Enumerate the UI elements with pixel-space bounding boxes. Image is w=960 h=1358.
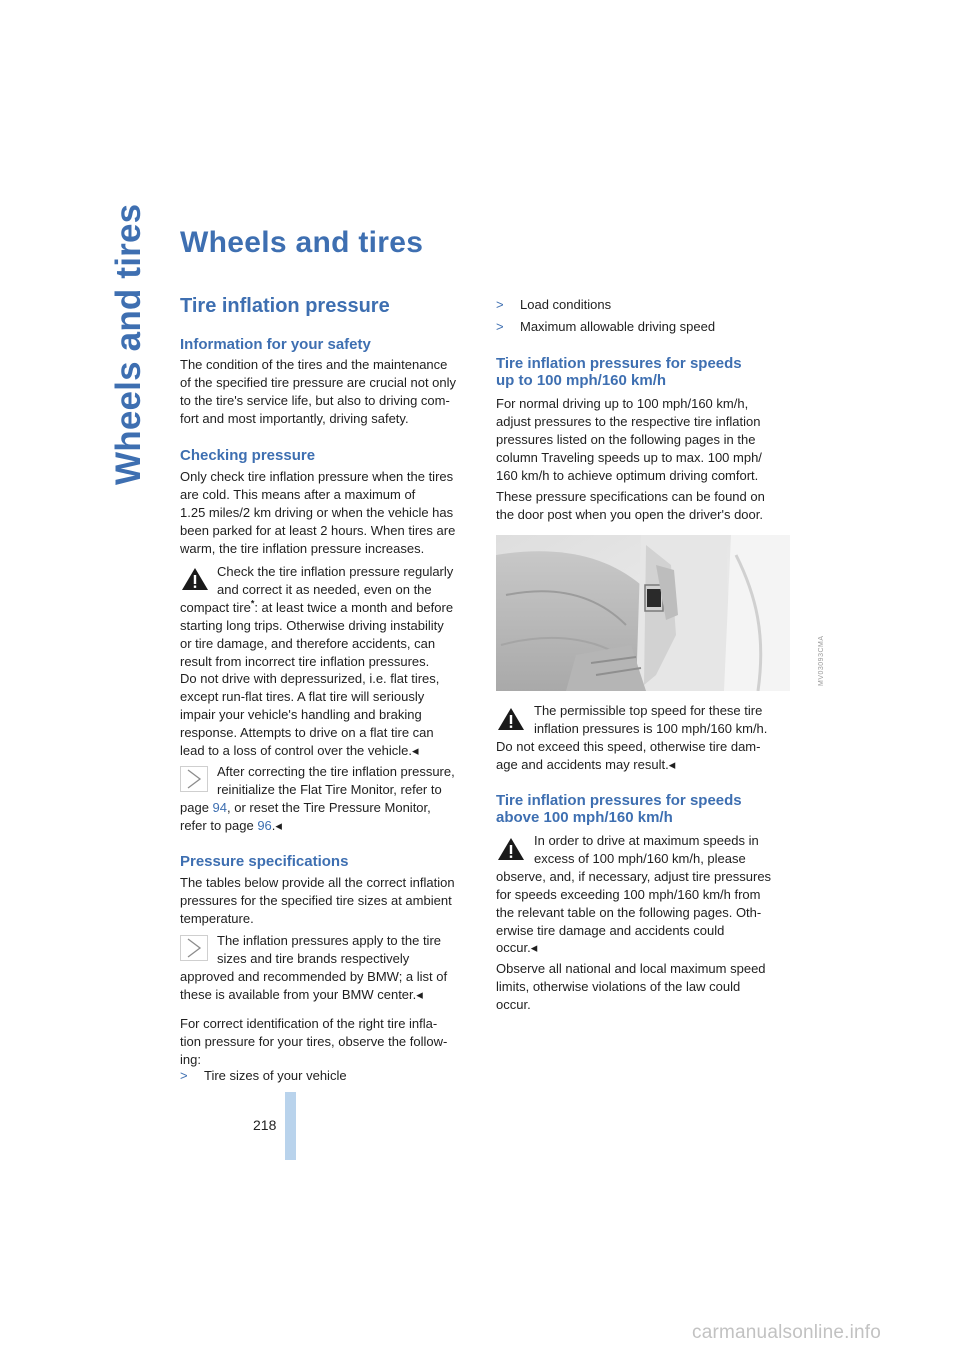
observe-paragraph: Observe all national and local maximum speed limits, otherwise violations of the law could occur. xyxy=(496,961,766,1012)
optional-equipment-star: * xyxy=(250,598,255,609)
bullet-marker: > xyxy=(180,1068,188,1083)
page-marker-bar xyxy=(285,1092,296,1160)
heading-up-to-100: Tire inflation pressures for speeds up to 100 mph/160 km/h xyxy=(496,355,742,389)
section-title: Tire inflation pressure xyxy=(180,295,390,317)
up-to-paragraph-1: For normal driving up to 100 mph/160 km/h, adjust pressures to the respective tire inflation pressures listed on the following pages in the column Traveling speeds up to max. 100 mph/ 160 km/h to achieve optimum driving comfort. xyxy=(496,396,762,483)
page-link-96[interactable]: 96 xyxy=(257,817,272,833)
heading-pressure-specifications: Pressure specifications xyxy=(180,853,349,870)
note-flat-tire-monitor: After correcting the tire inflation pressure, reinitialize the Flat Tire Monitor, refer to page 94, or reset the Tire Pressure Monitor, refer to page 96.◂ xyxy=(180,764,455,833)
side-tab xyxy=(100,203,158,485)
bullet-marker: > xyxy=(496,297,504,312)
page-link-94[interactable]: 94 xyxy=(212,799,228,815)
note-approved-tires: The inflation pressures apply to the tire sizes and tire brands respectively approved and recommended by BMW; a list of these is available from your BMW center.◂ xyxy=(180,933,448,1002)
page-number: 218 xyxy=(253,1117,277,1133)
end-marker: ◂ xyxy=(411,743,419,759)
door-post-photo xyxy=(496,535,790,691)
info-safety-paragraph: The condition of the tires and the maintenance of the specified tire pressure are crucial not only to the tire's service life, but also to driving com- fort and most importantly, driving safety. xyxy=(180,357,457,426)
specs-paragraph: The tables below provide all the correct inflation pressures for the specified tire sizes at ambient temperature. xyxy=(180,875,455,926)
side-tab-label: Wheels and tires xyxy=(109,203,148,485)
heading-above-100: Tire inflation pressures for speeds above 100 mph/160 km/h xyxy=(496,792,742,826)
checking-paragraph: Only check tire inflation pressure when the tires are cold. This means after a maximum of 1.25 miles/2 km driving or when the vehicle has been parked for at least 2 hours. When tires are warm, the tire inflation pressure increases. xyxy=(180,469,456,556)
heading-checking-pressure: Checking pressure xyxy=(180,447,316,464)
photo-code: MV03093CMA xyxy=(818,635,825,686)
list-item: > Load conditions xyxy=(496,297,612,312)
up-to-paragraph-2: These pressure specifications can be found on the door post when you open the driver's door. xyxy=(496,489,765,522)
page-title: Wheels and tires xyxy=(180,226,424,259)
warning-top-speed: The permissible top speed for these tire inflation pressures is 100 mph/160 km/h. Do not exceed this speed, otherwise tire dam- age and accidents may result.◂ xyxy=(496,703,768,772)
list-item: > Tire sizes of your vehicle xyxy=(180,1068,347,1083)
warning-high-speed: In order to drive at maximum speeds in excess of 100 mph/160 km/h, please observe, and, if necessary, adjust tire pressures for speeds exceeding 100 mph/160 km/h from the relevant table on the following pages. Oth- erwise tire damage and accidents could occur.◂ xyxy=(496,833,772,956)
watermark: carmanualsonline.info xyxy=(692,1322,882,1343)
heading-info-safety: Information for your safety xyxy=(180,336,371,353)
warning-paragraph: Check the tire inflation pressure regularly and correct it as needed, even on the compact tire*: at least twice a month and before starting long trips. Otherwise driving instability or tire damage, and therefore accidents, can result from incorrect tire inflation pressures. Do not drive with depressurized, i.e. flat tires, except run-flat tires. A flat tire will seriously impair your vehicle's handling and braking response. Attempts to drive on a flat tire can lead to a loss of control over the vehicle.◂ xyxy=(180,564,454,759)
bullet-marker: > xyxy=(496,319,504,334)
list-item: > Maximum allowable driving speed xyxy=(496,319,716,334)
identify-paragraph: For correct identification of the right tire infla- tion pressure for your tires, observe the follow- ing: xyxy=(180,1016,448,1067)
